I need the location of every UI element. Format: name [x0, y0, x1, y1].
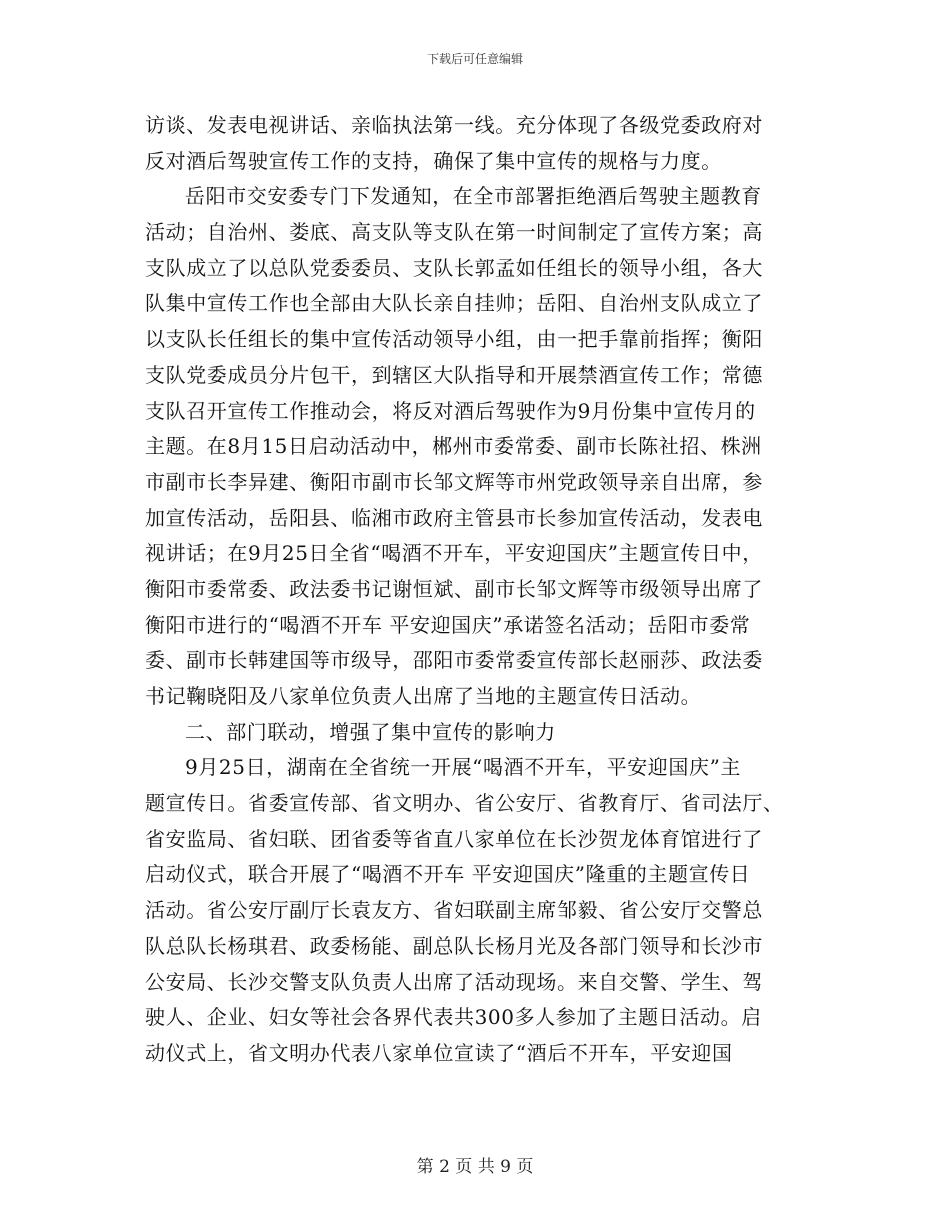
body-line: 以支队长任组长的集中宣传活动领导小组，由一把手靠前指挥；衡阳	[145, 327, 763, 352]
body-line: 支队党委成员分片包干，到辖区大队指导和开展禁酒宣传工作；常德	[145, 362, 763, 387]
page-header: 下载后可任意编辑	[426, 52, 523, 66]
body-line: 驶人、企业、妇女等社会各界代表共300多人参加了主题日活动。启	[145, 1005, 762, 1030]
body-line: 加宣传活动，岳阳县、临湘市政府主管县市长参加宣传活动，发表电	[145, 505, 763, 530]
body-line: 书记鞠晓阳及八家单位负责人出席了当地的主题宣传日活动。	[145, 684, 702, 708]
body-line: 活动。省公安厅副厅长袁友方、省妇联副主席邹毅、省公安厅交警总	[145, 898, 763, 923]
body-line: 反对酒后驾驶宣传工作的支持，确保了集中宣传的规格与力度。	[145, 148, 722, 173]
body-line: 支队成立了以总队党委委员、支队长郭孟如任组长的领导小组，各大	[145, 255, 763, 280]
body-line: 视讲话；在9月25日全省“喝酒不开车，平安迎国庆”主题宣传日中，	[145, 541, 763, 566]
body-line: 动仪式上，省文明办代表八家单位宣读了“酒后不开车，平安迎国	[145, 1040, 733, 1065]
body-line: 活动；自治州、娄底、高支队等支队在第一时间制定了宣传方案；高	[145, 220, 763, 245]
paragraph-start-line: 9月25日，湖南在全省统一开展“喝酒不开车，平安迎国庆”主	[185, 755, 742, 780]
body-line: 省安监局、省妇联、团省委等省直八家单位在长沙贺龙体育馆进行了	[145, 826, 763, 851]
body-line: 主题。在8月15日启动活动中，郴州市委常委、副市长陈社招、株洲	[145, 434, 762, 459]
body-line: 题宣传日。省委宣传部、省文明办、省公安厅、省教育厅、省司法厅、	[145, 791, 784, 816]
paragraph-start-line: 岳阳市交安委专门下发通知，在全市部署拒绝酒后驾驶主题教育	[185, 184, 762, 209]
document-body	[145, 108, 810, 1072]
body-line: 衡阳市进行的“喝酒不开车 平安迎国庆”承诺签名活动；岳阳市委常	[145, 612, 751, 637]
body-line: 委、副市长韩建国等市级导，邵阳市委常委宣传部长赵丽莎、政法委	[145, 648, 763, 673]
body-line: 队总队长杨琪君、政委杨能、副总队长杨月光及各部门领导和长沙市	[145, 933, 763, 958]
section-heading: 二、部门联动，增强了集中宣传的影响力	[185, 719, 556, 744]
body-line: 访谈、发表电视讲话、亲临执法第一线。充分体现了各级党委政府对	[145, 113, 763, 137]
body-line: 支队召开宣传工作推动会，将反对酒后驾驶作为9月份集中宣传月的	[145, 398, 756, 423]
page-number-footer: 第 2 页 共 9 页	[416, 1157, 534, 1177]
body-line: 衡阳市委常委、政法委书记谢恒斌、副市长邹文辉等市级领导出席了	[145, 576, 763, 601]
body-line: 启动仪式，联合开展了“喝酒不开车 平安迎国庆”隆重的主题宣传日	[145, 862, 751, 887]
body-line: 队集中宣传工作也全部由大队长亲自挂帅；岳阳、自治州支队成立了	[145, 291, 763, 316]
body-line: 公安局、长沙交警支队负责人出席了活动现场。来自交警、学生、驾	[145, 969, 763, 994]
body-line: 市副市长李异建、衡阳市副市长邹文辉等市州党政领导亲自出席，参	[145, 469, 763, 494]
